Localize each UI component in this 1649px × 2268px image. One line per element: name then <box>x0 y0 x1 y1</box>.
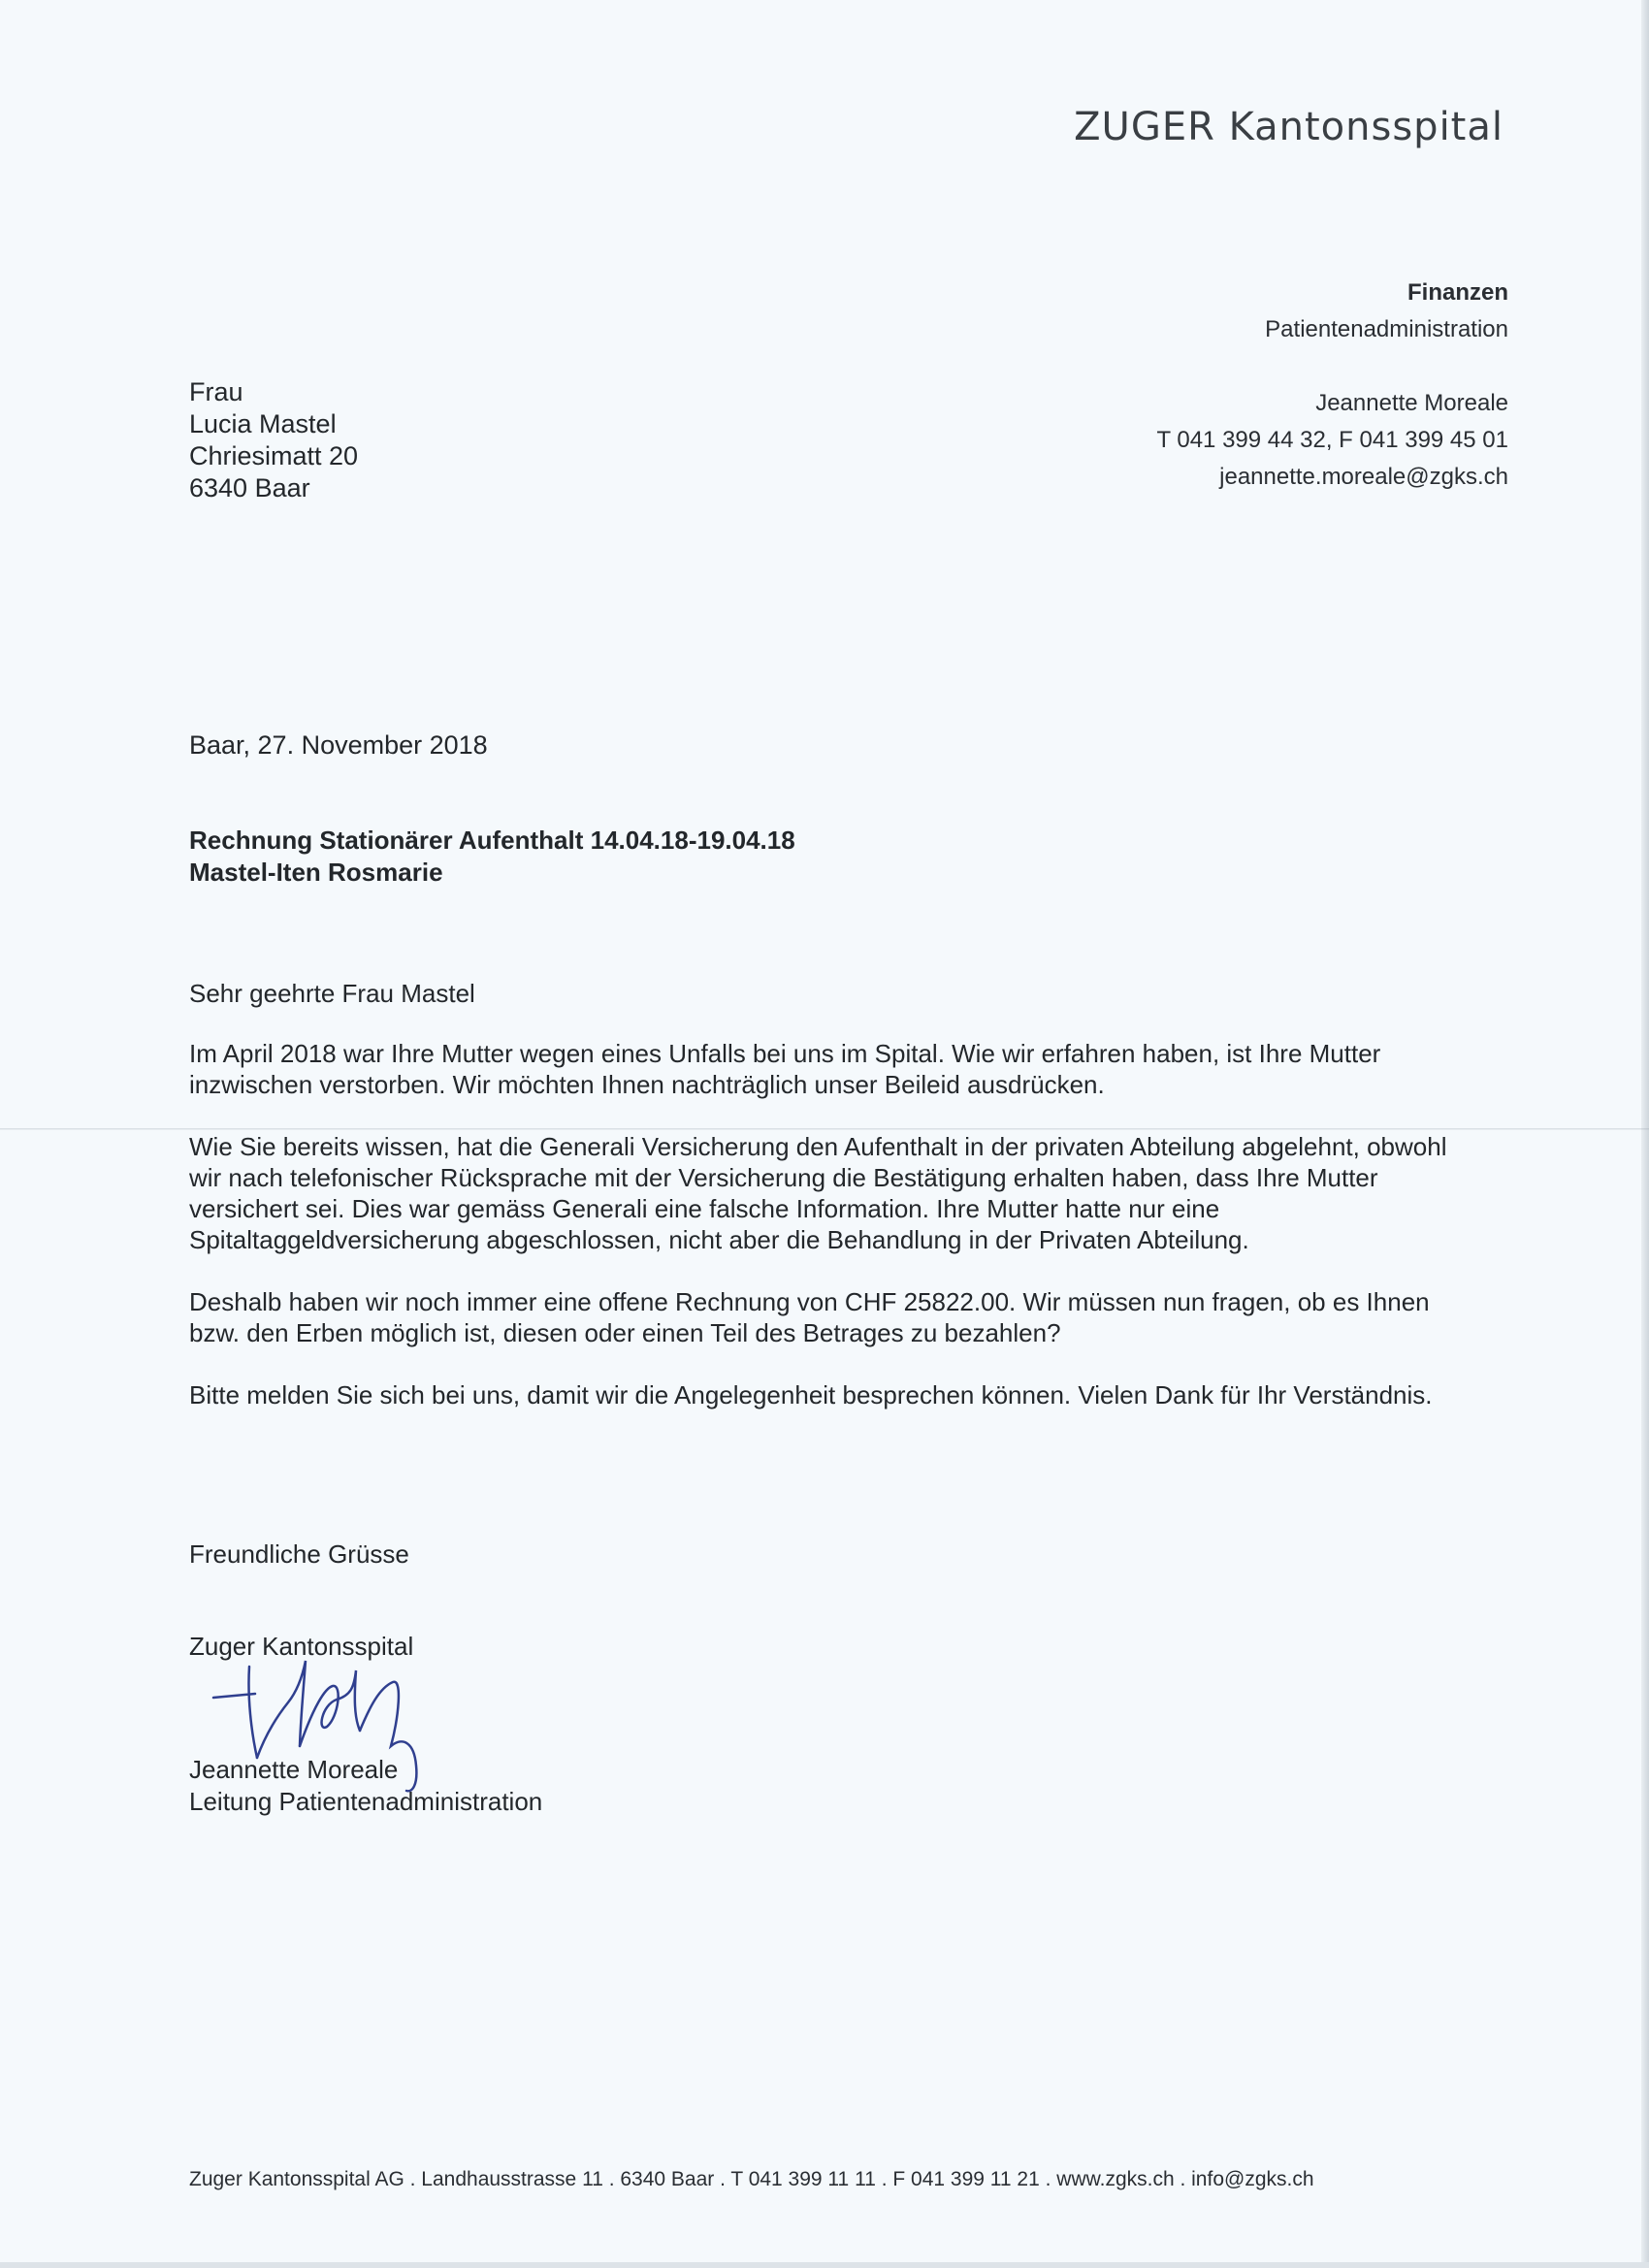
recipient-name: Lucia Mastel <box>189 409 337 438</box>
recipient-city: 6340 Baar <box>189 473 310 502</box>
subject-line-1: Rechnung Stationärer Aufenthalt 14.04.18-19.04.18 <box>189 826 795 855</box>
letter-greeting: Sehr geehrte Frau Mastel <box>189 979 475 1008</box>
body-paragraph: Deshalb haben wir noch immer eine offene Rechnung von CHF 25822.00. Wir müssen nun fragen, ob es Ihnen bzw. den Erben möglich ist, diesen oder einen Teil des Betrages zu bezahlen? <box>189 1287 1430 1347</box>
sender-spacer <box>1156 348 1508 385</box>
scan-edge-bottom <box>0 2262 1649 2268</box>
signer-title: Leitung Patientenadministration <box>189 1787 543 1816</box>
scan-edge-right <box>1641 0 1649 2268</box>
hospital-logo: ZUGER Kantonsspital <box>1074 105 1504 149</box>
subject-line-2: Mastel-Iten Rosmarie <box>189 858 443 887</box>
letter-date: Baar, 27. November 2018 <box>189 730 488 760</box>
recipient-salutation: Frau <box>189 377 243 406</box>
body-paragraph: Bitte melden Sie sich bei uns, damit wir die Angelegenheit besprechen können. Vielen Dank für Ihr Verständnis. <box>189 1380 1433 1409</box>
letter-subject <box>189 825 795 889</box>
signer-block <box>189 1754 542 1818</box>
recipient-address <box>189 376 358 504</box>
body-paragraph: Wie Sie bereits wissen, hat die Generali Versicherung den Aufenthalt in der privaten Abteilung abgelehnt, obwohl wir nach telefonischer Rücksprache mit der Versicherung die Bestätigung erhalten haben, dass Ihre Mutter versichert sei. Dies war gemäss Generali eine falsche Information. Ihre Mutter hatte nur eine Spitaltaggeldversicherung abgeschlossen, nicht aber die Behandlung in der Privaten Abteilung. <box>189 1132 1447 1254</box>
sender-name: Jeannette Moreale <box>1315 390 1508 416</box>
body-paragraph: Im April 2018 war Ihre Mutter wegen eines Unfalls bei uns im Spital. Wie wir erfahren haben, ist Ihre Mutter inzwischen verstorben. Wir möchten Ihnen nachträglich unser Beileid ausdrücken. <box>189 1039 1381 1099</box>
sender-block <box>1156 275 1508 496</box>
letter-closing: Freundliche Grüsse <box>189 1539 409 1569</box>
sender-phone-fax: T 041 399 44 32, F 041 399 45 01 <box>1156 427 1508 453</box>
sender-email: jeannette.moreale@zgks.ch <box>1219 464 1508 490</box>
signer-name: Jeannette Moreale <box>189 1755 399 1784</box>
signing-organization: Zuger Kantonsspital <box>189 1632 414 1661</box>
sender-unit: Patientenadministration <box>1265 316 1508 342</box>
recipient-street: Chriesimatt 20 <box>189 441 359 470</box>
letter-footer: Zuger Kantonsspital AG . Landhausstrasse 11 . 6340 Baar . T 041 399 11 11 . F 041 399 11 21 . www.zgks.ch . info@zgks.ch <box>189 2168 1314 2190</box>
letter-body <box>189 978 1479 1442</box>
sender-department: Finanzen <box>1406 279 1508 306</box>
